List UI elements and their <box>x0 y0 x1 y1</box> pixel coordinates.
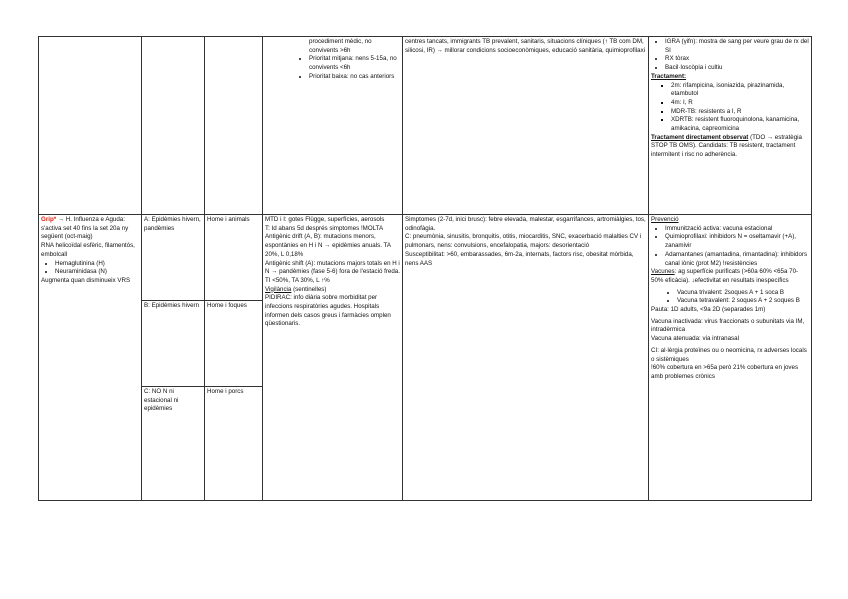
list-item: • IGRA (γifn): mostra de sang per veure grau de rx del SI <box>665 38 809 55</box>
transmission-line: Antigènic shift (A): mutacions majors totals en H i N → pandèmies (fase 5-6) fora de l'estació freda. TI <50%, TA 30%, L ↑% <box>265 259 400 284</box>
type-a-label: A: Epidèmies hivern, pandèmies <box>144 216 201 232</box>
dosage-line: Pauta: 1D adults, <9a 2D (separades 1m) <box>651 306 766 314</box>
type-b-label: B: Epidèmies hivern <box>144 302 200 309</box>
cell-prevention <box>649 215 812 501</box>
list-item: procediment mèdic, no convivents >6h <box>309 38 372 54</box>
cell-type-a <box>142 215 205 301</box>
list-item: ▪ 2m: rifampicina, isoniazida, pirazinamida, etambutol <box>671 82 809 99</box>
flu-title-rest: → H. Influenza e Aguda: s'activa set 40 fins la set 20a ny següent (oct-maig) <box>41 216 129 241</box>
host-a-label: Home i animals <box>207 216 250 223</box>
treatment-list <box>659 82 809 134</box>
cell-host-c <box>205 387 263 501</box>
symptoms-line: C: pneumònia, sinusitis, bronquitis, otitis, miocarditis, SNC, exacerbació malalties CV i pulmonars, nens: convulsions, encefalopatia, majors: desorientació <box>405 233 642 250</box>
list-item: • Neuraminidasa (N) <box>55 268 139 277</box>
prevention-list <box>651 225 809 269</box>
risk-factors-text: centres tancats, immigrants TB prevalent, sanitaris, situacions clíniques (↑ TB com DM, silicosi, IR) → millorar condicions socioeconòmiques, educació sanitària, quimioprofilaxi <box>405 38 646 54</box>
symptoms-line: Simptomes (2-7d, inici brusc): febre elevada, malestar, esgarrifances, artromiàlgies, tos, odinofàgia. <box>405 216 646 232</box>
list-item: • Vacuna trivalent: 2soques A + 1 soca B <box>677 289 809 298</box>
dot-heading: Tractament directament observat <box>651 133 749 141</box>
list-item: • Prioritat baixa: no cas anteriors <box>309 73 400 82</box>
symptoms-line: Susceptibilitat: >60, embarassades, 6m-2a, internats, factors risc, obesitat mòrbida, nens AAS <box>405 250 634 267</box>
table-row-flu-a <box>39 215 812 301</box>
priority-list <box>265 38 400 55</box>
cell-host-b <box>205 301 263 387</box>
flu-description: RNA helicoïdal esfèric, filamentós, embolcall <box>41 242 135 258</box>
prevention-heading: Prevenció <box>651 216 679 223</box>
flu-title <box>41 216 139 242</box>
vaccines-label: Vacunes <box>651 268 675 276</box>
cell-empty-3 <box>205 37 263 215</box>
cell-empty-2 <box>142 37 205 215</box>
pidirac-text: PIDIRAC: info diària sobre morbiditat per infeccions respiratòries agudes. Hospitals informen dels casos greus i farmàcies omplen qüestionaris. <box>265 294 391 328</box>
dot-text: (TDO → estratègia STOP TB OMS). Candidats: TB resistent, tractament intermitent i risc no adherència. <box>651 133 802 159</box>
cell-flu-title <box>39 215 142 501</box>
type-c-label: C: NO N ni estacional ni epidèmies <box>144 388 179 413</box>
list-item: • Immunització activa: vacuna estacional <box>665 225 809 234</box>
cell-transmission <box>263 215 403 501</box>
surveillance-label: Vigilància <box>265 285 292 293</box>
diagnosis-list <box>651 38 809 73</box>
cell-priority <box>263 37 403 215</box>
treatment-heading: Tractament: <box>651 72 687 80</box>
table-row-tuberculosis <box>39 37 812 215</box>
list-item: • Prioritat mitjana: nens 5-15a, no convivents <6h <box>309 55 400 72</box>
list-item: • Vacuna tetravalent: 2 soques A + 2 soques B <box>677 297 809 306</box>
notes-table <box>38 36 812 501</box>
cell-symptoms <box>403 215 649 501</box>
list-item: • RX tòrax <box>665 55 809 64</box>
flu-antigen-list <box>41 260 139 277</box>
document-page <box>38 36 811 501</box>
attenuated-line: Vacuna atenuada: via intranasal <box>651 335 739 343</box>
cell-risk-factors <box>403 37 649 215</box>
cell-diagnosis-treatment <box>649 37 812 215</box>
host-b-label: Home i foques <box>207 302 247 309</box>
list-item: • Bacil·loscòpia i cultiu <box>665 64 809 73</box>
transmission-line: Antigènic drift (A, B): mutacions menors, espontànies en H i N → epidèmies anuals. TA 20%, L 0,18% <box>265 233 391 258</box>
flu-title-red: Grip* <box>41 216 57 223</box>
cell-host-a <box>205 215 263 301</box>
list-item: • Adamantanes (amantadina, rimantadina): inhibidors canal iònic (prot M2) !resistències <box>665 251 809 268</box>
cell-type-b <box>142 301 205 387</box>
coverage-line: !60% cobertura en >65a però 21% cobertura en joves amb problemes crònics <box>651 364 799 380</box>
surveillance-line <box>265 286 400 295</box>
transmission-line: T: Id abans 5d després simptomes !MOLTA <box>265 224 384 232</box>
priority-list-bullets <box>265 55 400 81</box>
cell-type-c <box>142 387 205 501</box>
contraindications-line: CI: al·lèrgia proteïnes ou o neomicina, rx adverses locals o sistèmiques <box>651 346 807 363</box>
transmission-line: MTD i I: gotes Flügge, superfícies, aerosols <box>265 216 385 223</box>
list-item: • Hemaglutinina (H) <box>55 260 139 269</box>
vaccines-rest: : ag superfície purificats (>60a 60% <65a 70-50% eficàcia). ↓efectivitat en resultats inespecífics <box>651 268 799 284</box>
inactivated-line: Vacuna inactivada: virus fraccionats o subunitats via IM, intradèrmica <box>651 317 805 334</box>
flu-vrs-note: Augmenta quan disminueix VRS <box>41 276 131 284</box>
list-item: ▪ XDRTB: resistent fluoroquinolona, kanamicina, amikacina, capreomicina <box>671 116 809 133</box>
dot-paragraph <box>651 134 809 160</box>
surveillance-rest: (sentinelles) <box>291 285 327 293</box>
vaccine-type-list <box>651 289 809 306</box>
list-item: ▪ 4m: I, R <box>671 99 809 108</box>
vaccines-line <box>651 268 809 285</box>
list-item: • Quimioprofilaxi: inhibidors N = oseltamavir (+A), zanamivir <box>665 233 809 250</box>
host-c-label: Home i porcs <box>207 388 244 395</box>
list-item: ▪ MDR-TB: resistents a I, R <box>671 108 809 117</box>
cell-empty-1 <box>39 37 142 215</box>
